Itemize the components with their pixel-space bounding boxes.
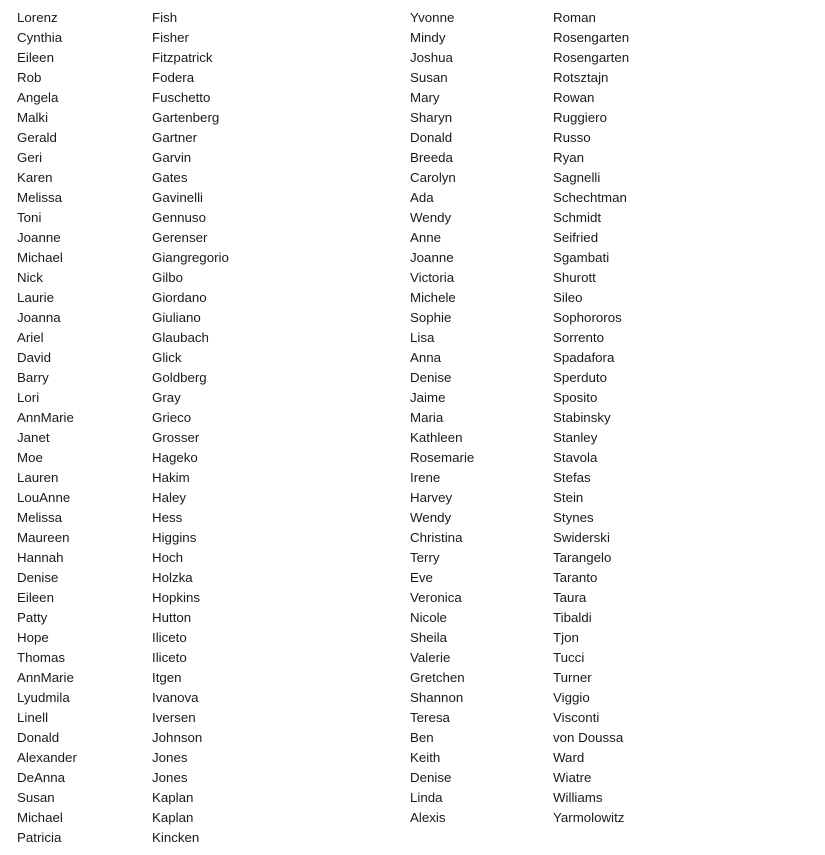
first-name-entry: Anna xyxy=(410,350,442,365)
first-name-entry: Michele xyxy=(410,290,456,305)
first-name-entry: Denise xyxy=(410,370,452,385)
last-name-entry: Iversen xyxy=(152,710,196,725)
first-name-entry: Ariel xyxy=(17,330,44,345)
first-name-entry: Alexander xyxy=(17,750,77,765)
last-name-entry: Tjon xyxy=(553,630,579,645)
first-name-entry: Yvonne xyxy=(410,10,455,25)
last-name-entry: Stynes xyxy=(553,510,594,525)
first-name-entry: Shannon xyxy=(410,690,464,705)
first-name-entry: Eve xyxy=(410,570,433,585)
last-name-entry: Giangregorio xyxy=(152,250,229,265)
first-name-entry: Hannah xyxy=(17,550,64,565)
first-name-entry: Eileen xyxy=(17,50,54,65)
last-name-entry: Viggio xyxy=(553,690,590,705)
last-name-entry: Kincken xyxy=(152,830,200,845)
first-name-entry: Terry xyxy=(410,550,440,565)
first-name-entry: Mindy xyxy=(410,30,446,45)
first-name-entry: Nicole xyxy=(410,610,447,625)
last-name-entry: Hutton xyxy=(152,610,192,625)
first-name-entry: Jaime xyxy=(410,390,446,405)
first-name-entry: DeAnna xyxy=(17,770,66,785)
first-name-entry: Kathleen xyxy=(410,430,463,445)
last-name-entry: Glaubach xyxy=(152,330,209,345)
last-name-entry: Fodera xyxy=(152,70,195,85)
last-name-entry: Swiderski xyxy=(553,530,610,545)
first-name-entry: Lyudmila xyxy=(17,690,70,705)
last-name-entry: Wiatre xyxy=(553,770,592,785)
first-name-entry: Sharyn xyxy=(410,110,453,125)
first-name-entry: AnnMarie xyxy=(17,670,74,685)
last-name-entry: Haley xyxy=(152,490,186,505)
last-name-entry: Roman xyxy=(553,10,596,25)
last-name-entry: Higgins xyxy=(152,530,197,545)
first-name-entry: Joshua xyxy=(410,50,453,65)
last-name-entry: Tucci xyxy=(553,650,585,665)
last-name-entry: Hoch xyxy=(152,550,184,565)
first-name-entry: Toni xyxy=(17,210,42,225)
last-name-entry: Sperduto xyxy=(553,370,607,385)
last-name-entry: Ward xyxy=(553,750,585,765)
last-name-entry: Stabinsky xyxy=(553,410,611,425)
last-name-entry: Yarmolowitz xyxy=(553,810,625,825)
first-name-entry: Geri xyxy=(17,150,43,165)
last-name-entry: Spadafora xyxy=(553,350,615,365)
last-name-entry: Garvin xyxy=(152,150,192,165)
first-name-entry: Ben xyxy=(410,730,434,745)
first-name-entry: Victoria xyxy=(410,270,455,285)
last-name-entry: Williams xyxy=(553,790,603,805)
first-name-entry: Angela xyxy=(17,90,59,105)
last-name-entry: Gavinelli xyxy=(152,190,203,205)
first-name-entry: David xyxy=(17,350,51,365)
first-name-entry: Keith xyxy=(410,750,441,765)
last-name-entry: Taura xyxy=(553,590,587,605)
first-name-entry: Rosemarie xyxy=(410,450,475,465)
first-name-entry: Alexis xyxy=(410,810,446,825)
first-name-entry: Donald xyxy=(17,730,60,745)
last-name-entry: Fish xyxy=(152,10,178,25)
last-name-entry: Grieco xyxy=(152,410,192,425)
first-name-entry: Patty xyxy=(17,610,48,625)
first-name-entry: Valerie xyxy=(410,650,451,665)
first-name-entry: Mary xyxy=(410,90,440,105)
first-name-entry: Nick xyxy=(17,270,43,285)
first-name-entry: Janet xyxy=(17,430,50,445)
first-name-entry: Donald xyxy=(410,130,453,145)
last-name-entry: Gennuso xyxy=(152,210,206,225)
last-name-entry: Hageko xyxy=(152,450,198,465)
last-name-entry: Kaplan xyxy=(152,790,194,805)
first-name-entry: Susan xyxy=(17,790,55,805)
last-name-entry: Fuschetto xyxy=(152,90,211,105)
first-name-entry: AnnMarie xyxy=(17,410,74,425)
last-name-entry: Fitzpatrick xyxy=(152,50,213,65)
last-name-entry: Tarangelo xyxy=(553,550,612,565)
last-name-entry: Sileo xyxy=(553,290,583,305)
first-name-entry: Gerald xyxy=(17,130,57,145)
first-name-entry: Karen xyxy=(17,170,53,185)
last-name-entry: Fisher xyxy=(152,30,189,45)
first-name-entry: Cynthia xyxy=(17,30,63,45)
first-name-entry: Teresa xyxy=(410,710,450,725)
first-name-entry: Joanne xyxy=(410,250,454,265)
first-name-entry: Maria xyxy=(410,410,444,425)
first-name-entry: Michael xyxy=(17,250,63,265)
last-name-entry: Stavola xyxy=(553,450,598,465)
first-name-entry: Lori xyxy=(17,390,40,405)
last-name-entry: Sorrento xyxy=(553,330,604,345)
last-name-entry: Jones xyxy=(152,770,188,785)
last-name-entry: Hopkins xyxy=(152,590,201,605)
last-name-entry: Ivanova xyxy=(152,690,199,705)
first-name-entry: Lauren xyxy=(17,470,59,485)
last-name-entry: Hess xyxy=(152,510,183,525)
first-name-entry: Eileen xyxy=(17,590,54,605)
first-name-entry: Barry xyxy=(17,370,49,385)
first-name-entry: Irene xyxy=(410,470,441,485)
last-name-entry: Gartner xyxy=(152,130,198,145)
first-name-entry: Breeda xyxy=(410,150,453,165)
last-name-entry: Giuliano xyxy=(152,310,201,325)
first-name-entry: Wendy xyxy=(410,210,452,225)
first-name-entry: Lisa xyxy=(410,330,435,345)
last-name-entry: Rotsztajn xyxy=(553,70,609,85)
first-name-entry: Sheila xyxy=(410,630,447,645)
last-name-entry: Taranto xyxy=(553,570,598,585)
last-name-entry: Rosengarten xyxy=(553,50,630,65)
last-name-entry: Goldberg xyxy=(152,370,207,385)
first-name-entry: Hope xyxy=(17,630,49,645)
last-name-entry: Kaplan xyxy=(152,810,194,825)
first-name-entry: Joanna xyxy=(17,310,61,325)
first-name-entry: Susan xyxy=(410,70,448,85)
last-name-entry: Grosser xyxy=(152,430,200,445)
first-name-entry: Carolyn xyxy=(410,170,456,185)
first-name-entry: Joanne xyxy=(17,230,61,245)
first-name-entry: Gretchen xyxy=(410,670,465,685)
first-name-entry: Linell xyxy=(17,710,49,725)
last-name-entry: Rosengarten xyxy=(553,30,630,45)
first-name-entry: Patricia xyxy=(17,830,62,845)
first-name-entry: Michael xyxy=(17,810,63,825)
last-name-entry: Turner xyxy=(553,670,592,685)
last-name-entry: Schmidt xyxy=(553,210,602,225)
last-name-entry: Jones xyxy=(152,750,188,765)
first-name-entry: Thomas xyxy=(17,650,66,665)
last-name-entry: Seifried xyxy=(553,230,599,245)
last-name-entry: Gray xyxy=(152,390,181,405)
last-name-entry: Giordano xyxy=(152,290,207,305)
first-name-entry: Malki xyxy=(17,110,49,125)
last-name-entry: Itgen xyxy=(152,670,182,685)
first-name-entry: Laurie xyxy=(17,290,54,305)
last-name-entry: Gilbo xyxy=(152,270,184,285)
first-name-entry: Melissa xyxy=(17,510,63,525)
first-name-entry: Lorenz xyxy=(17,10,58,25)
last-name-entry: Hakim xyxy=(152,470,190,485)
first-name-entry: Denise xyxy=(17,570,59,585)
last-name-entry: Stefas xyxy=(553,470,591,485)
last-name-entry: Shurott xyxy=(553,270,596,285)
last-name-entry: Gartenberg xyxy=(152,110,220,125)
last-name-entry: von Doussa xyxy=(553,730,624,745)
last-name-entry: Sposito xyxy=(553,390,598,405)
first-name-entry: Sophie xyxy=(410,310,452,325)
left-last-name-column xyxy=(152,8,402,848)
last-name-entry: Iliceto xyxy=(152,650,187,665)
last-name-entry: Russo xyxy=(553,130,591,145)
last-name-entry: Rowan xyxy=(553,90,595,105)
first-name-entry: Denise xyxy=(410,770,452,785)
last-name-entry: Sagnelli xyxy=(553,170,601,185)
last-name-entry: Iliceto xyxy=(152,630,187,645)
first-name-entry: Veronica xyxy=(410,590,462,605)
first-name-entry: Linda xyxy=(410,790,443,805)
first-name-entry: Anne xyxy=(410,230,442,245)
first-name-entry: Christina xyxy=(410,530,463,545)
last-name-entry: Visconti xyxy=(553,710,600,725)
first-name-entry: Harvey xyxy=(410,490,453,505)
last-name-entry: Ryan xyxy=(553,150,585,165)
first-name-entry: Moe xyxy=(17,450,43,465)
last-name-entry: Stanley xyxy=(553,430,598,445)
first-name-entry: LouAnne xyxy=(17,490,71,505)
last-name-entry: Holzka xyxy=(152,570,193,585)
last-name-entry: Gerenser xyxy=(152,230,208,245)
first-name-entry: Rob xyxy=(17,70,42,85)
first-name-entry: Ada xyxy=(410,190,434,205)
first-name-entry: Wendy xyxy=(410,510,452,525)
last-name-entry: Schechtman xyxy=(553,190,627,205)
last-name-entry: Tibaldi xyxy=(553,610,592,625)
last-name-entry: Glick xyxy=(152,350,182,365)
last-name-entry: Gates xyxy=(152,170,188,185)
last-name-entry: Sgambati xyxy=(553,250,610,265)
right-last-name-column xyxy=(553,8,813,828)
first-name-entry: Maureen xyxy=(17,530,70,545)
right-first-name-column xyxy=(410,8,550,828)
last-name-entry: Sophororos xyxy=(553,310,622,325)
left-first-name-column xyxy=(17,8,147,848)
last-name-entry: Ruggiero xyxy=(553,110,607,125)
first-name-entry: Melissa xyxy=(17,190,63,205)
last-name-entry: Johnson xyxy=(152,730,203,745)
last-name-entry: Stein xyxy=(553,490,584,505)
